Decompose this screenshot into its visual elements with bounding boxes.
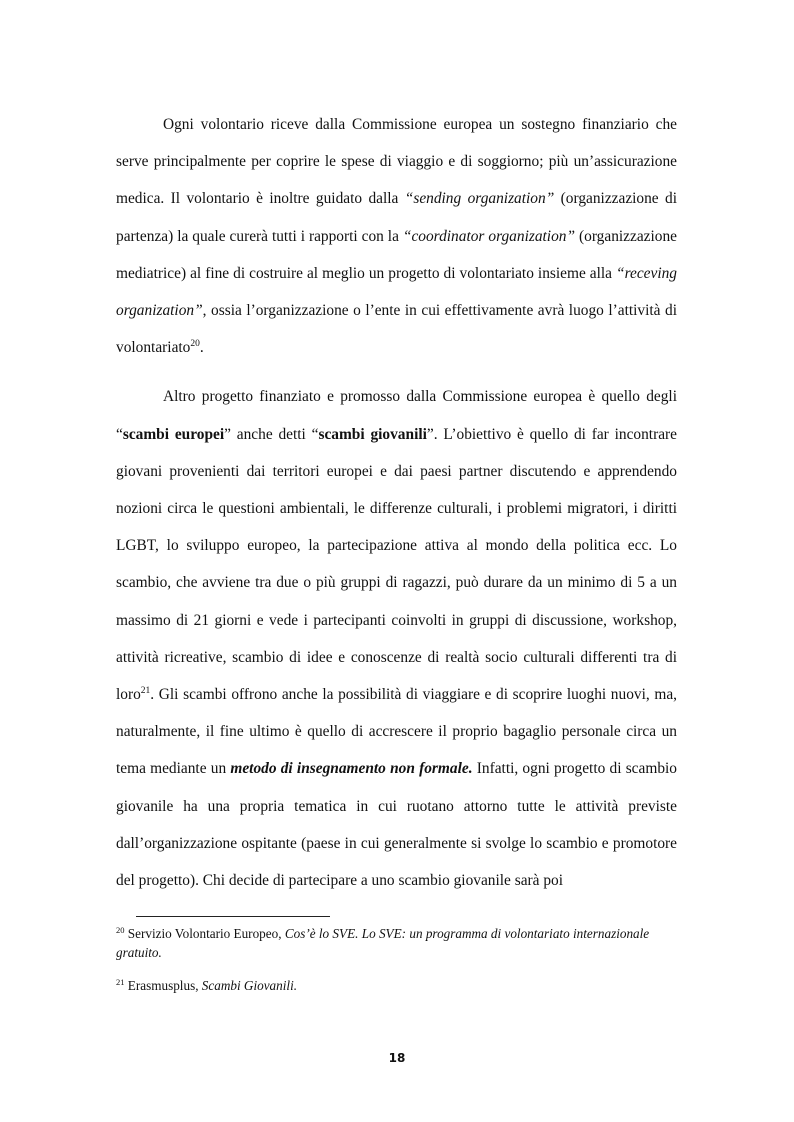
footnote-number: 20 [116,925,125,935]
footnote-21 [116,976,677,995]
paragraph-scambi [116,378,677,899]
bold-term-scambi-europei: scambi europei [122,425,225,443]
footnote-20 [116,924,677,962]
text-run: Ogni volontario riceve dalla Commissione europea un sostegno finanziario che serve principalmente per coprire le spese di viaggio e di soggiorno; più un’assicurazione medica. Il volontario è inoltre guidato dalla [116,116,677,208]
footnote-title: Cos’è lo SVE. Lo SVE: un programma di volontariato internazionale gratuito. [116,926,650,960]
italic-term-receving-organization: “receving organization” [116,264,677,320]
footnote-text: Servizio Volontario Europeo, [124,926,285,941]
text-run: ”. L’obiettivo è quello di far incontrare giovani provenienti dai territori europei e dai paesi partner discutendo e apprendendo nozioni circa le questioni ambientali, le differenze culturali, i problemi migratori, i diritti LGBT, lo sviluppo europeo, la partecipazione attiva al mondo della politica ecc. Lo scambio, che avviene tra due o più gruppi di ragazzi, può durare da un minimo di 5 a un massimo di 21 giorni e vede i partecipanti coinvolti in gruppi di discussione, workshop, attività ricreative, scambio di idee e conoscenze di realtà socio culturali differenti tra di loro [116,425,677,704]
footnote-number: 21 [116,977,125,987]
text-run: . [199,339,204,357]
footnote-separator [136,916,330,917]
footnote-ref-21[interactable]: 21 [140,686,151,697]
text-run: . Gli scambi offrono anche la possibilità di viaggiare e di scoprire luoghi nuovi, ma, naturalmente, il fine ultimo è quello di accrescere il proprio bagaglio personale circa un tema mediante un [116,686,677,778]
footnote-text: Erasmusplus, [124,978,202,993]
text-run: (organizzazione mediatrice) al fine di costruire al meglio un progetto di volontariato insieme alla [116,227,677,282]
text-run: Altro progetto finanziato e promosso dalla Commissione europea è quello degli “ [116,388,677,443]
italic-term-coordinator-organization: “coordinator organization” [402,227,576,245]
bold-term-scambi-giovanili: scambi giovanili [318,425,427,443]
footnote-title: Scambi Giovanili. [201,978,298,993]
text-run: Infatti, ogni progetto di scambio giovanile ha una propria tematica in cui ruotano attorno tutte le attività previste dall’organizzazione ospitante (paese in cui generalmente si svolge lo scambio e promotore del progetto). Chi decide di partecipare a uno scambio giovanile sarà poi [116,760,677,890]
italic-term-sending-organization: “sending organization” [404,190,555,208]
footnote-ref-20[interactable]: 20 [190,339,200,350]
body-text [116,106,677,899]
text-run: , ossia l’organizzazione o l’ente in cui effettivamente avrà luogo l’attività di volontariato [116,302,677,357]
text-run: (organizzazione di partenza) la quale curerà tutti i rapporti con la [116,190,678,245]
bold-italic-term-metodo: metodo di insegnamento non formale. [230,760,473,778]
paragraph-volontario [116,106,677,366]
text-run: ” anche detti “ [224,425,319,443]
footnotes [116,924,677,995]
page-number: 18 [388,1051,406,1065]
